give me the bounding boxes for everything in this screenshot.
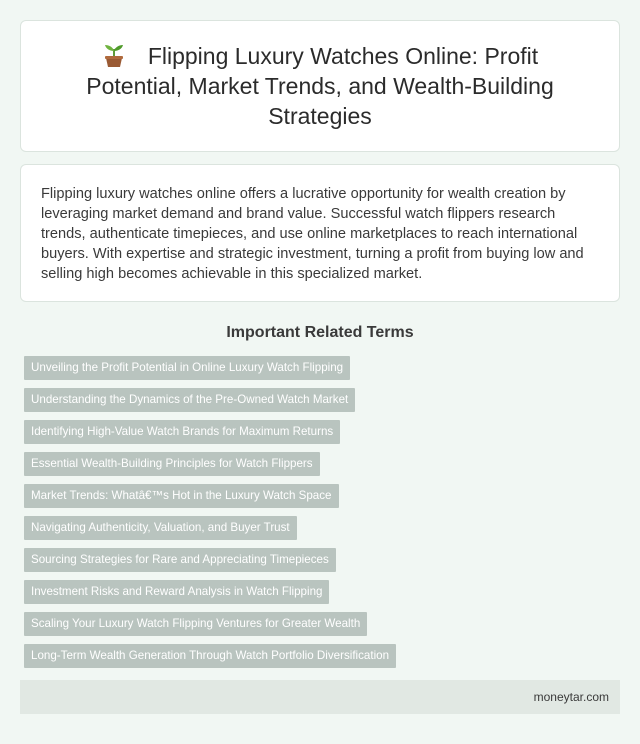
- related-terms-list: [20, 356, 620, 668]
- footer: [20, 680, 620, 714]
- related-term-tag[interactable]: Sourcing Strategies for Rare and Appreciating Timepieces: [24, 548, 336, 572]
- related-term-tag[interactable]: Understanding the Dynamics of the Pre-Owned Watch Market: [24, 388, 355, 412]
- related-term-tag[interactable]: Long-Term Wealth Generation Through Watch Portfolio Diversification: [24, 644, 396, 668]
- related-term-tag[interactable]: Navigating Authenticity, Valuation, and Buyer Trust: [24, 516, 297, 540]
- related-term-tag[interactable]: Scaling Your Luxury Watch Flipping Ventures for Greater Wealth: [24, 612, 367, 636]
- title-card: [20, 20, 620, 152]
- page-title-text: Flipping Luxury Watches Online: Profit Potential, Market Trends, and Wealth-Building Strategies: [86, 43, 554, 129]
- intro-card: [20, 164, 620, 302]
- footer-site-link[interactable]: moneytar.com: [533, 690, 609, 704]
- related-term-tag[interactable]: Unveiling the Profit Potential in Online Luxury Watch Flipping: [24, 356, 350, 380]
- related-term-tag[interactable]: Identifying High-Value Watch Brands for Maximum Returns: [24, 420, 340, 444]
- related-terms-heading: Important Related Terms: [226, 324, 414, 341]
- page-title: [61, 41, 579, 131]
- related-term-tag[interactable]: Investment Risks and Reward Analysis in Watch Flipping: [24, 580, 329, 604]
- related-term-tag[interactable]: Essential Wealth-Building Principles for Watch Flippers: [24, 452, 320, 476]
- related-term-tag[interactable]: Market Trends: Whatâ€™s Hot in the Luxury Watch Space: [24, 484, 339, 508]
- sprout-icon: [102, 42, 126, 68]
- intro-paragraph: Flipping luxury watches online offers a lucrative opportunity for wealth creation by leveraging market demand and brand value. Successful watch flippers research trends, authenticate timepieces, and use online marketplaces to reach international buyers. With expertise and strategic investment, turning a profit from buying low and selling high becomes achievable in this specialized market.: [41, 186, 584, 282]
